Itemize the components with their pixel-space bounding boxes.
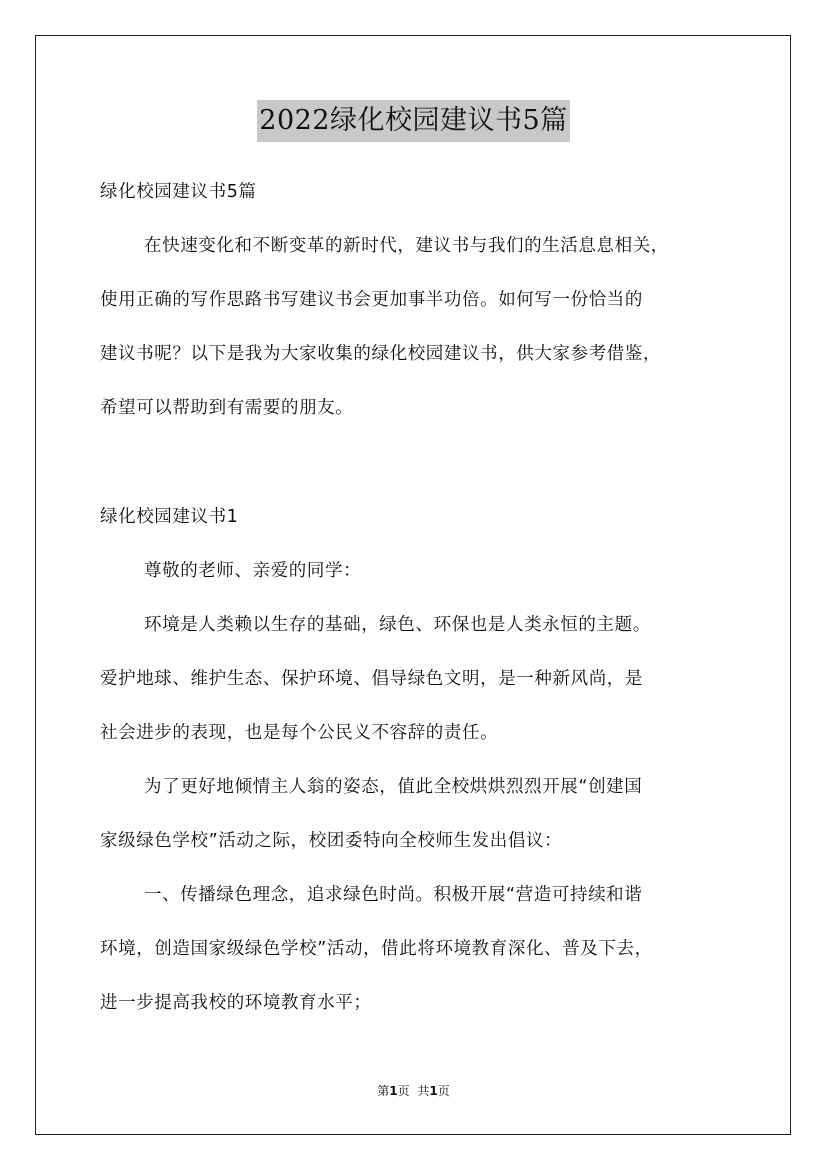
page-number: 1 <box>389 1084 398 1098</box>
total-prefix: 共 <box>417 1084 430 1098</box>
page-prefix: 第 <box>377 1084 390 1098</box>
total-suffix: 页 <box>437 1084 450 1098</box>
document-title: 2022绿化校园建议书5篇 <box>257 100 569 142</box>
intro-line-3: 建议书呢？以下是我为大家收集的绿化校园建议书，供大家参考借鉴， <box>100 344 662 364</box>
page-footer <box>0 1082 827 1099</box>
body-line-5: 家级绿色学校”活动之际，校团委特向全校师生发出倡议： <box>100 831 563 851</box>
body-line-4: 为了更好地倾情主人翁的姿态，值此全校烘烘烈烈开展“创建国 <box>144 777 643 797</box>
intro-line-1: 在快速变化和不断变革的新时代，建议书与我们的生活息息相关， <box>144 236 669 256</box>
body-line-3: 社会进步的表现，也是每个公民义不容辞的责任。 <box>100 723 499 743</box>
intro-line-2: 使用正确的写作思路书写建议书会更加事半功倍。如何写一份恰当的 <box>100 290 643 310</box>
body-line-2: 爱护地球、维护生态、保护环境、倡导绿色文明，是一种新风尚，是 <box>100 669 643 689</box>
document-subtitle: 绿化校园建议书5篇 <box>100 182 257 202</box>
total-pages: 1 <box>429 1084 438 1098</box>
greeting: 尊敬的老师、亲爱的同学： <box>144 561 362 581</box>
title-area <box>0 100 827 142</box>
body-line-6: 一、传播绿色理念，追求绿色时尚。积极开展“营造可持续和谐 <box>144 885 643 905</box>
body-line-1: 环境是人类赖以生存的基础，绿色、环保也是人类永恒的主题。 <box>144 615 651 635</box>
body-line-8: 进一步提高我校的环境教育水平； <box>100 993 372 1013</box>
section-title: 绿化校园建议书1 <box>100 507 239 527</box>
body-line-7: 环境，创造国家级绿色学校”活动，借此将环境教育深化、普及下去， <box>100 939 653 959</box>
page-suffix: 页 <box>397 1084 410 1098</box>
intro-line-4: 希望可以帮助到有需要的朋友。 <box>100 398 354 418</box>
